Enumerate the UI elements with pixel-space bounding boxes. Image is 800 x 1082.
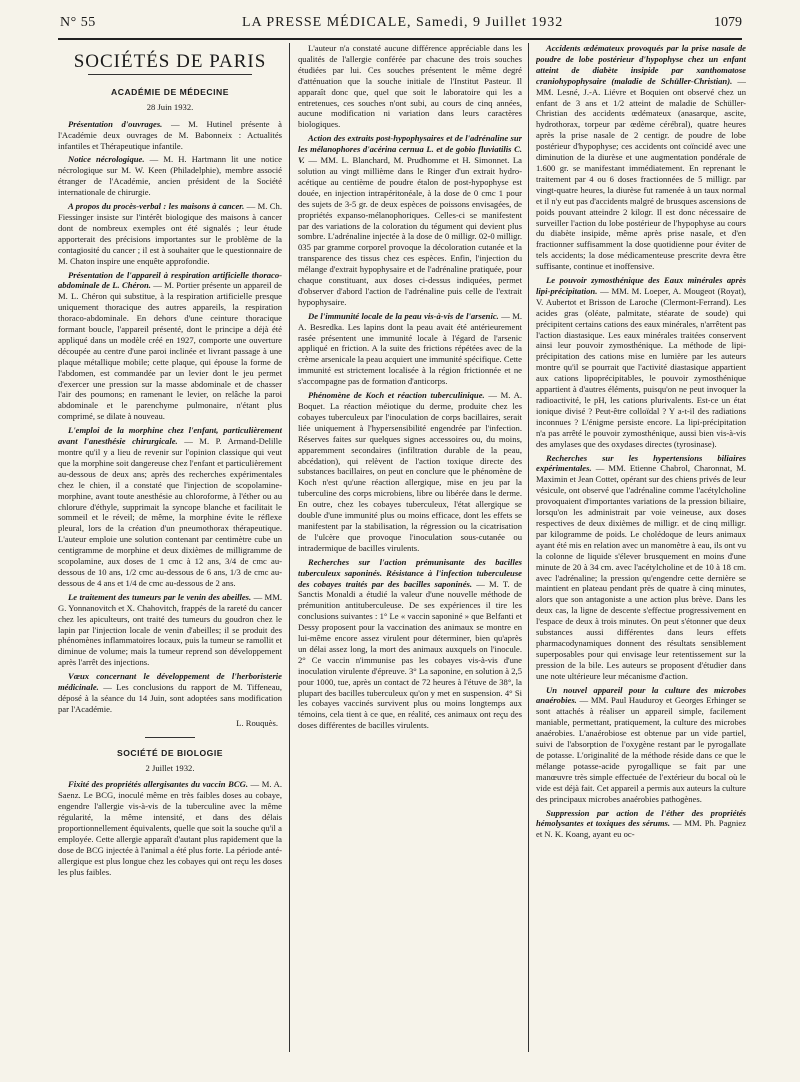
article	[298, 390, 522, 554]
article-title: Notice nécrologique.	[68, 154, 145, 165]
page-number: 1079	[714, 15, 742, 30]
column-1	[58, 43, 282, 1053]
article-text: — M. A. Besredka. Les lapins dont la peau avait été antérieurement rasée présentent une immunité locale à l'égard de l'arsenic appliqué en friction. A la suite des frictions répétées avec de la crème arsenicale la peau acquiert une immunité spécifique. Cette immunité est strictement localisée à la région frictionnée et ne s'accompagne pas de formation d'anticorps.	[298, 310, 522, 387]
article-text: — MM. Ph. Pagniez et N. K. Koang, ayant eu oc-	[536, 818, 746, 840]
article-title: Recherches sur les hypertensions biliaires expérimentales.	[536, 452, 746, 474]
column-separator	[528, 43, 529, 1052]
article	[298, 311, 522, 387]
biology-title: SOCIÉTÉ DE BIOLOGIE	[117, 747, 223, 758]
article-text: — M. Portier présente un appareil de M. L. Chéron qui substitue, à la respiration artificielle presque uniquement thoracique des autres appareils, la respiration thoraco-abdominale. En dehors d'une ceinture thoracique formant boucle, l'appareil présenté, dont le principe a déjà été appliqué dans un modèle créé en 1927, comporte une ouverture découpée au centre d'une paroi inclinée et livrant passage à une plaque métallique mobile; cette plaque, qui épouse la forme de l'abdomen, est commandée par un levier dont le jeu permet d'exercer une pression sur la masse abdominale et de chasser l'air des poumons; en ramenant le levier, on relâche la paroi abdominale et le parenchyme pulmonaire, n'étant plus comprimé, se dilate à nouveau.	[58, 280, 282, 422]
page-header	[60, 15, 742, 39]
article-text: — M. P. Armand-Delille montre qu'il y a lieu de revenir sur l'opinion classique qui veut que la morphine soit dangereuse chez l'enfant et particulièrement au-dessous de deux ans; après des recherches expérimentales chez le chien, il a constaté que l'injection de scopolamine-morphine, avant toute anesthésie au chloroforme, à l'éther ou au chlorure d'éthyle, supprimait la syncope blanche et facilitait le sommeil et le réveil; de même, la morphine évite le réflexe pleural, lors de la création d'un pneumothorax thérapeutique. L'auteur emploie une solution contenant par centimètre cube un centigramme de morphine et deux dixièmes de milligramme de scopolamine, aux doses de 1 cmc à 12 ans, 3/4 de cmc au-dessous de 10 ans, 1/2 cmc au-dessous de 6 ans, 1/3 de cmc au-dessous de 4 ans et 1/4 de cmc au-dessous de 2 ans.	[58, 436, 282, 588]
article	[298, 133, 522, 308]
biology-date: 2 Juillet 1932.	[145, 762, 195, 773]
article-title: Présentation d'ouvrages.	[68, 118, 163, 129]
article-text: — M. A. Saenz. Le BCG, inoculé même en très faibles doses au cobaye, engendre l'allergie vis-à-vis de la tuberculine avec la même régularité, la même intensité, et dans des délais proportionnellement équivalents, quelle que soit la souche qu'il a employée. Cette allergie apparaît d'autant plus rapidement que la dose de BCG injectée à l'animal a été plus forte. La période anté-allergique est plus longue chez les cobayes qui ont reçu les doses les plus faibles.	[58, 779, 282, 877]
article	[58, 119, 282, 152]
article-title: Un nouvel appareil pour la culture des microbes anaérobies.	[536, 684, 746, 706]
article	[298, 557, 522, 732]
article-title: Suppression par action de l'éther des propriétés hémolysantes et toxiques des sérums.	[536, 807, 746, 829]
issue-number: N° 55	[60, 15, 96, 30]
article-text: — MM. G. Yonnanovitch et X. Chahovitch, frappés de la rareté du cancer chez les apiculteurs, ont traité des tumeurs du goudron chez le lapin par l'injection locale de venin d'abeilles; il se produit des phénomènes inflammatoires locaux, puis la tumeur se ramollit et diminue de volume; mais la tumeur reprend son développement après l'arrêt des injections.	[58, 591, 282, 668]
article-title: Action des extraits post-hypophysaires et de l'adrénaline sur les mélanophores d'acérina cernua L. et de gobio fluviatilis C. V.	[298, 133, 522, 166]
article-title: Accidents œdémateux provoqués par la prise nasale de poudre de lobe postérieur d'hypophyse chez un enfant atteint de diabète insipide par xanthomatose craniohypophysaire (maladie de Schüller-Christian).	[536, 43, 746, 86]
separator-rule	[145, 737, 195, 738]
header-rule	[58, 38, 742, 40]
article	[58, 154, 282, 198]
article-text: — M. H. Hartmann lit une notice nécrologique sur M. W. Keen (Philadelphie), membre associé étranger de l'Académie, ancien président de la Société internationale de chirurgie.	[58, 154, 282, 198]
column-2	[298, 43, 522, 1053]
article	[536, 685, 746, 805]
article-title: L'emploi de la morphine chez l'enfant, particulièrement avant l'anesthésie chirurgicale.	[58, 425, 282, 447]
article-text: — M. Ch. Fiessinger insiste sur l'intérêt biologique des maisons à cancer dont de nombreux exemples ont été signalés ; leur étude apporterait des précisions importantes sur le problème de la contagiosité du cancer ; il est à souhaiter que le questionnaire de M. Chaton inspire une enquête approfondie.	[58, 201, 282, 266]
article	[298, 43, 522, 130]
column-3	[536, 43, 746, 1053]
article-text: — M. T. de Sanctis Monaldi a étudié la valeur d'une nouvelle méthode de prémunition antituberculeuse. De ses expériences il tire les conclusions suivantes : 1° Le « vaccin saponiné » que Belfanti et Dessy proposent pour la vaccination des animaux se montre en lui-même encore assez virulent pour déterminer, bien qu'après un délai assez long, la mort des animaux auxquels on l'inocule. 2° Ce vaccin n'immunise pas les cobayes vis-à-vis d'une inoculation virulente d'épreuve. 3° La saponine, en solution à 2,5 pour 1000, tue, après un contact de 72 heures à l'étuve de 38°, la plupart des bacilles tuberculeux qu'on y met en suspension. 4° Si les cobayes vaccinés survivent plus ou moins longtemps aux témoins, cela tient à ce que, en réalité, ces animaux ont reçu des doses différentes de bacilles virulents.	[298, 578, 522, 731]
article-title: Fixité des propriétés allergisantes du vaccin BCG.	[68, 779, 248, 790]
article-title: Phénomène de Koch et réaction tuberculinique.	[308, 390, 485, 401]
column-separator	[289, 43, 290, 1052]
article-title: A propos du procès-verbal : les maisons à cancer.	[68, 201, 245, 212]
article-title: Vœux concernant le développement de l'herboristerie médicinale.	[58, 671, 282, 693]
article-text: — M. A. Boquet. La réaction méiotique du derme, produite chez les cobayes tuberculeux par l'inoculation de corps bacillaires, serait liée uniquement à l'hypersensibilité engendrée par l'infection. Réserves faites sur quelques signes accessoires ou, du moins, apparemment secondaires (infiltration durable de la peau, abcédation), qui relèvent de l'action toxique directe des substances bacillaires, on peut en conclure que le phénomène de Koch n'est qu'une réaction allergique, mise en jeu par la tuberculine des corps microbiens, libre ou libérée dans le derme. En outre, chez les cobayes tuberculeux, l'état allergique se double d'une immunité plus ou moins efficace, dont les effets se manifestent par la stabilisation, la régression ou la cicatrisation de l'ulcère que provoque l'inoculation sous-cutanée ou intradermique de bacilles virulents.	[298, 390, 522, 553]
article-text: — M. Hutinel présente à l'Académie deux ouvrages de M. Babonneix : Actualités infantiles et Thérapeutique infantile.	[58, 118, 282, 151]
article	[536, 453, 746, 682]
article-title: Le pouvoir zymosthénique des Eaux minérales après lipi-précipitation.	[536, 275, 746, 296]
article-text: — MM. Etienne Chabrol, Charonnat, M. Maximin et Jean Cottet, opérant sur des chiens privés de leur vésicule, ont observé que l'adrénaline comme l'acétylcholine provoquaient d'importantes variations de la pression biliaire, lorsqu'on les administrait par voie veineuse, aux doses respectives de deux dixièmes de milligr. et de cinq milligr. par kilogramme de poids. Le cholédoque de leurs animaux ayant été mis en relation avec un manomètre à eau, ils ont vu la colonne de liquide s'élever brusquement en moins d'une minute de 20 à 34 cm. avec l'acétylcholine et de 10 à 18 cm. avec l'adrénaline; la pression qu'engendre cette dernière se maintient en plateau pendant près de quatre à cinq minutes, alors que son antagoniste a une action plus brève. Dans les deux cas, la ligne de descente s'effectue progressivement en l'espace de deux à trois minutes. On peut s'étonner que deux substances aussi différentes dans leurs effets pharmacodynamiques donnent des résultats sensiblement superposables pour qui envisage leur retentissement sur la pression de la bile. Les auteurs se proposent d'étudier dans une note ultérieure leur mécanisme d'action.	[536, 463, 746, 681]
article-title: Présentation de l'appareil à respiration artificielle thoraco-abdominale de L. Chéron.	[58, 269, 282, 291]
section-rule	[88, 74, 252, 75]
signature: L. Rouquès.	[236, 717, 278, 728]
article	[536, 43, 746, 272]
article	[536, 275, 746, 450]
article	[58, 779, 282, 877]
journal-title: LA PRESSE MÉDICALE, Samedi, 9 Juillet 1932	[242, 15, 564, 30]
section-title: SOCIÉTÉS DE PARIS	[73, 51, 267, 72]
article-title: Le traitement des tumeurs par le venin des abeilles.	[68, 591, 252, 602]
article	[58, 671, 282, 715]
article-text: L'auteur n'a constaté aucune différence appréciable dans les qualités de l'allergie conférée par chacune des trois souches étudiées par lui. Ces souches présentent le même degré d'atténuation que la souche initiale de l'Institut Pasteur. Il apparaît donc que, quel que soit le laboratoire qui les a entretenues, ces souches n'ont subi, au cours de cinq années, aucune modification ni variation dans leurs caractères biologiques.	[298, 43, 522, 130]
article	[58, 592, 282, 668]
article	[58, 270, 282, 423]
article-text: — Les conclusions du rapport de M. Tiffeneau, déposé à la séance du 14 Juin, sont adoptées sans modification par l'Académie.	[58, 682, 282, 714]
article-text: — MM. M. Loeper, A. Mougeot (Royat), V. Aubertot et Brisson de Laroche (Clermont-Ferrand). Les acides gras (oléate, palmitate, stéarate de soude) qui précipitent certains cations des eaux minérales, n'arrêtent pas l'action diastasique. Les eaux minérales traitées conservent ainsi leur pouvoir zymosthénique. La méthode de lipi-précipitation des cations mise en lumière par les auteurs montre qu'il se pourrait que l'activité diastasique appartient aux cations lipoprécipitables, le pouvoir zymosthénique appartient à d'autres éléments, puisqu'on ne peut invoquer la radioactivité, le pH, les cations plurivalents. Est-ce un état ionique divisé ? Peut-être colloïdal ? Y a-t-il des radiations inconnues ? L'énigme persiste encore. La lipi-précipitation n'a pas arrêté le pouvoir zymosthénique, aussi bien vis-à-vis des amylases que des oxydases directes (tyrosinase).	[536, 285, 746, 449]
article-title: De l'immunité locale de la peau vis-à-vis de l'arsenic.	[308, 310, 499, 321]
article-text: — MM. Paul Hauduroy et Georges Erhinger se sont attachés à réaliser un appareil simple, facilement maniable, permettant, pratiquement, la culture des microbes anaérobies. L'anaérobiose est obtenue par un vide partiel, suivi de l'absorption de l'oxygène restant par le pyrogallate de potasse. L'originalité de la méthode réside dans ce que le mélange potasse-acide pyrogallique se fait par une manœuvre très simple effectuée de l'extérieur du bocal où le vide est déjà fait. Cet appareil a permis aux auteurs la culture des principaux microbes anaérobies pathogènes.	[536, 695, 746, 804]
academy-items	[58, 119, 282, 715]
academy-date: 28 Juin 1932.	[146, 101, 194, 112]
article-text: — MM. Lesné, J.-A. Liévre et Boquien ont observé chez un enfant de 3 ans et 1/2 atteint de maladie de Schüller-Christian des accidents œdémateux (anasarque, ascite, hydrothorax, torpeur par œdème cérébral), quatre heures après la prise nasale de 2 centigr. de poudre de lobe postérieur d'hypophyse; ces accidents ont coïncidé avec une diminution de la diurèse et une augmentation pondérale de 1.600 gr. se manifestant immédiatement. En reprenant le traitement par 4 ou 6 doses fractionnées de 5 milligr. par vingt-quatre heures, la diurèse fut ramenée à un taux normal et il n'y eut pas d'accidents malgré de brusques ascensions de poids pouvant atteindre 2 kilogr. Il est donc nécessaire de surveiller l'action du lobe postérieur de l'hypophyse au cours du diabète insipide, même après prise nasale, et d'en fractionner suffisamment la dose quotidienne pour éviter de tels accidents; la dose médicamenteuse prescrite devra être suffisante, continue et inoffensive.	[536, 75, 746, 272]
article	[536, 808, 746, 841]
article	[58, 201, 282, 266]
article-title: Recherches sur l'action prémunisante des bacilles tuberculeux saponinés. Résistance à l'infection tuberculeuse des cobayes traités par des bacilles saponinés.	[298, 556, 522, 589]
academy-title: ACADÉMIE DE MÉDECINE	[111, 86, 229, 97]
article-text: — MM. L. Blanchard, M. Prudhomme et H. Simonnet. La solution au vingt millième dans le Ringer d'un extrait hydro-acétique au centième de poudre étalon de post-hypophyse est douée, en injection intrapéritonéale, à la dose de 0 cmc 1 pour des sujets de 3-5 gr. de deux espèces de poissons envisagées, de propriétés expanso-mélanophoriques. Celles-ci se manifestent par des variations de la coloration du tégument qui devient plus sombre. L'adrénaline injectée à la dose de 0 milligr. 02-0 milligr. 035 par gramme corporel provoque la décoloration cutanée et la transparence des tissus chez ces espèces. Enfin, l'injection du mélange d'extrait hypophysaire et de l'adrénaline pratiquée, pour chaque constituant, aux doses ci-dessus indiquées, permet d'observer d'abord l'action de l'adrénaline puis celle de l'extrait hypophysaire.	[298, 155, 522, 307]
article	[58, 425, 282, 589]
